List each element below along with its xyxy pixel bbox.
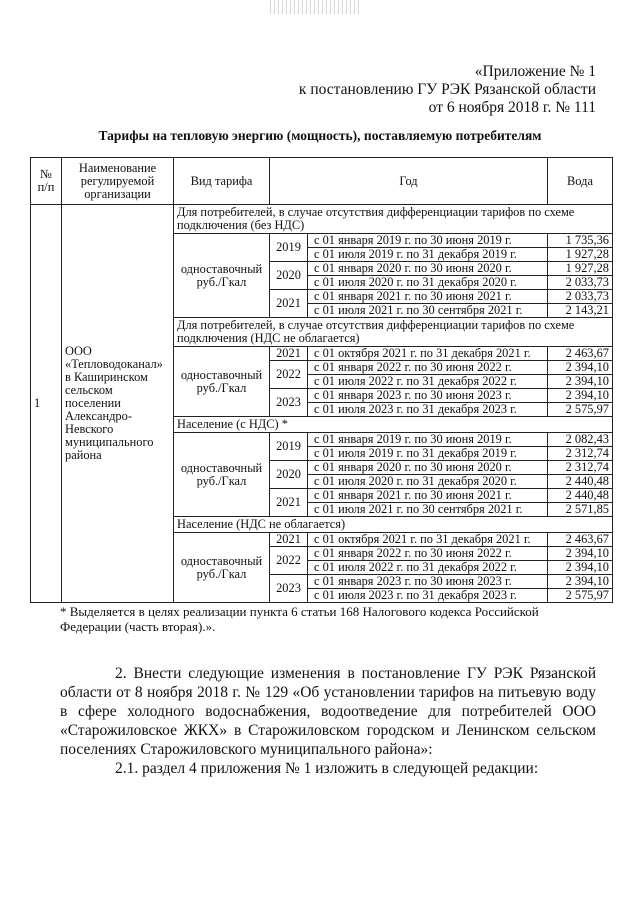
section-title: Для потребителей, в случае отсутствия дифференциации тарифов по схеме подключения (НДС не облагается) xyxy=(174,318,613,347)
water-tariff-value: 2 575,97 xyxy=(548,403,613,417)
tariff-type: одноставочный руб./Гкал xyxy=(174,433,270,517)
paragraph-section: 2.1. раздел 4 приложения № 1 изложить в следующей редакции: xyxy=(115,760,539,777)
period-cell: с 01 июля 2022 г. по 31 декабря 2022 г. xyxy=(308,375,548,389)
year-cell: 2020 xyxy=(270,262,308,290)
tariff-type: одноставочный руб./Гкал xyxy=(174,347,270,417)
water-tariff-value: 2 082,43 xyxy=(548,433,613,447)
footnote: * Выделяется в целях реализации пункта 6 статьи 168 Налогового кодекса Российской Федерации (часть вторая).». xyxy=(60,604,539,634)
col-tariff-type: Вид тарифа xyxy=(174,158,270,205)
water-tariff-value: 2 394,10 xyxy=(548,561,613,575)
col-num: № п/п xyxy=(31,158,62,205)
period-cell: с 01 января 2020 г. по 30 июня 2020 г. xyxy=(308,262,548,276)
paragraph-amendment: 2. Внести следующие изменения в постановление ГУ РЭК Рязанской области от 8 ноября 2018 г. № 129 «Об установлении тарифов на питьевую воду в сфере холодного водоснабжения, водоотведение для потребителей ООО «Старожиловское ЖКХ» в Старожиловском городском и Ленинском сельском поселениях Старожиловского муниципального района»: xyxy=(60,665,596,758)
document-body xyxy=(30,157,613,778)
year-cell: 2020 xyxy=(270,461,308,489)
tariff-table xyxy=(30,157,613,603)
water-tariff-value: 2 463,67 xyxy=(548,533,613,547)
col-org: Наименование регулируемой организации xyxy=(62,158,174,205)
water-tariff-value: 2 394,10 xyxy=(548,375,613,389)
year-cell: 2022 xyxy=(270,547,308,575)
period-cell: с 01 января 2023 г. по 30 июня 2023 г. xyxy=(308,389,548,403)
water-tariff-value: 1 927,28 xyxy=(548,262,613,276)
water-tariff-value: 2 394,10 xyxy=(548,547,613,561)
period-cell: с 01 января 2019 г. по 30 июня 2019 г. xyxy=(308,234,548,248)
period-cell: с 01 июля 2020 г. по 31 декабря 2020 г. xyxy=(308,475,548,489)
year-cell: 2021 xyxy=(270,489,308,517)
water-tariff-value: 2 571,85 xyxy=(548,503,613,517)
period-cell: с 01 января 2021 г. по 30 июня 2021 г. xyxy=(308,290,548,304)
period-cell: с 01 июля 2019 г. по 31 декабря 2019 г. xyxy=(308,248,548,262)
year-cell: 2023 xyxy=(270,389,308,417)
tariff-type: одноставочный руб./Гкал xyxy=(174,533,270,603)
col-water: Вода xyxy=(548,158,613,205)
appendix-date: от 6 ноября 2018 г. № 111 xyxy=(428,99,596,116)
appendix-label: «Приложение № 1 xyxy=(474,63,596,80)
section-title: Население (НДС не облагается) xyxy=(174,517,613,533)
water-tariff-value: 2 143,21 xyxy=(548,304,613,318)
year-cell: 2019 xyxy=(270,234,308,262)
water-tariff-value: 2 463,67 xyxy=(548,347,613,361)
tariff-type: одноставочный руб./Гкал xyxy=(174,234,270,318)
row-number: 1 xyxy=(31,205,62,603)
year-cell: 2022 xyxy=(270,361,308,389)
year-cell: 2019 xyxy=(270,433,308,461)
period-cell: с 01 июля 2023 г. по 31 декабря 2023 г. xyxy=(308,589,548,603)
year-cell: 2021 xyxy=(270,347,308,361)
period-cell: с 01 июля 2020 г. по 31 декабря 2020 г. xyxy=(308,276,548,290)
section-row xyxy=(31,205,613,234)
col-year: Год xyxy=(270,158,548,205)
water-tariff-value: 2 312,74 xyxy=(548,447,613,461)
water-tariff-value: 2 312,74 xyxy=(548,461,613,475)
period-cell: с 01 июля 2021 г. по 30 сентября 2021 г. xyxy=(308,503,548,517)
period-cell: с 01 июля 2021 г. по 30 сентября 2021 г. xyxy=(308,304,548,318)
water-tariff-value: 2 394,10 xyxy=(548,361,613,375)
water-tariff-value: 2 575,97 xyxy=(548,589,613,603)
water-tariff-value: 2 440,48 xyxy=(548,475,613,489)
period-cell: с 01 июля 2023 г. по 31 декабря 2023 г. xyxy=(308,403,548,417)
water-tariff-value: 1 927,28 xyxy=(548,248,613,262)
period-cell: с 01 октября 2021 г. по 31 декабря 2021 г. xyxy=(308,347,548,361)
year-cell: 2021 xyxy=(270,290,308,318)
period-cell: с 01 января 2022 г. по 30 июня 2022 г. xyxy=(308,361,548,375)
period-cell: с 01 января 2021 г. по 30 июня 2021 г. xyxy=(308,489,548,503)
water-tariff-value: 2 033,73 xyxy=(548,276,613,290)
water-tariff-value: 2 440,48 xyxy=(548,489,613,503)
period-cell: с 01 июля 2022 г. по 31 декабря 2022 г. xyxy=(308,561,548,575)
period-cell: с 01 октября 2021 г. по 31 декабря 2021 г. xyxy=(308,533,548,547)
water-tariff-value: 1 735,36 xyxy=(548,234,613,248)
year-cell: 2023 xyxy=(270,575,308,603)
water-tariff-value: 2 394,10 xyxy=(548,389,613,403)
water-tariff-value: 2 394,10 xyxy=(548,575,613,589)
section-title: Население (с НДС) * xyxy=(174,417,613,433)
appendix-resolution: к постановлению ГУ РЭК Рязанской области xyxy=(298,81,596,98)
water-tariff-value: 2 033,73 xyxy=(548,290,613,304)
section-title: Для потребителей, в случае отсутствия дифференциации тарифов по схеме подключения (без НДС) xyxy=(174,205,613,234)
period-cell: с 01 января 2022 г. по 30 июня 2022 г. xyxy=(308,547,548,561)
year-cell: 2021 xyxy=(270,533,308,547)
document-title: Тарифы на тепловую энергию (мощность), поставляемую потребителям xyxy=(98,128,542,143)
scan-artifact xyxy=(270,0,360,14)
period-cell: с 01 января 2020 г. по 30 июня 2020 г. xyxy=(308,461,548,475)
period-cell: с 01 января 2019 г. по 30 июня 2019 г. xyxy=(308,433,548,447)
period-cell: с 01 января 2023 г. по 30 июня 2023 г. xyxy=(308,575,548,589)
period-cell: с 01 июля 2019 г. по 31 декабря 2019 г. xyxy=(308,447,548,461)
table-header-row xyxy=(31,158,613,205)
organization-name: ООО «Тепловодоканал» в Каширинском сельском поселении Александро-Невского муниципального района xyxy=(62,205,174,603)
